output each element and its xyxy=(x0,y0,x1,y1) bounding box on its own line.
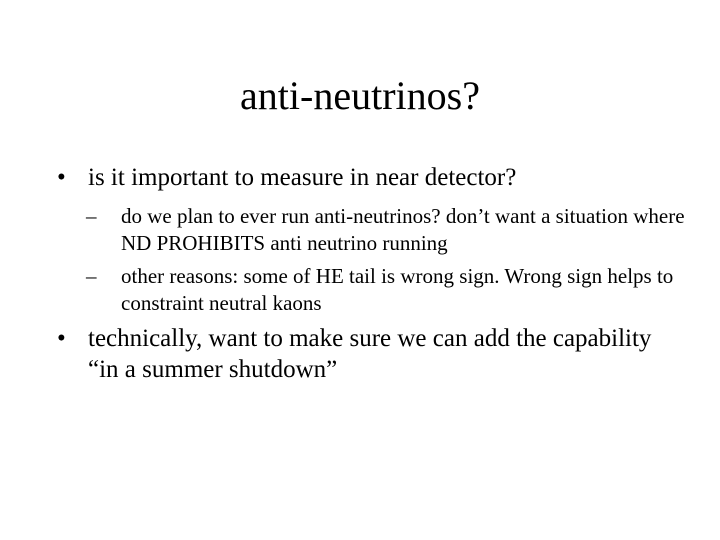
sub-bullet-list xyxy=(86,203,685,317)
dash-marker: – xyxy=(86,204,97,228)
bullet-text: is it important to measure in near detector? xyxy=(88,164,517,191)
sub-bullet-text: other reasons: some of HE tail is wrong sign. Wrong sign helps to constraint neutral kaons xyxy=(121,264,674,315)
slide-title: anti-neutrinos? xyxy=(240,73,480,118)
bullet-item xyxy=(55,162,685,193)
sub-bullet-item xyxy=(86,203,685,257)
bullet-marker: • xyxy=(57,164,66,191)
sub-bullet-item xyxy=(86,263,685,317)
slide-body xyxy=(55,162,685,385)
sub-bullet-text: do we plan to ever run anti-neutrinos? don’t want a situation where ND PROHIBITS anti neutrino running xyxy=(121,204,685,255)
dash-marker: – xyxy=(86,264,97,288)
bullet-text: technically, want to make sure we can add the capability “in a summer shutdown” xyxy=(88,325,652,383)
bullet-marker: • xyxy=(57,325,66,352)
bullet-item xyxy=(55,323,685,385)
